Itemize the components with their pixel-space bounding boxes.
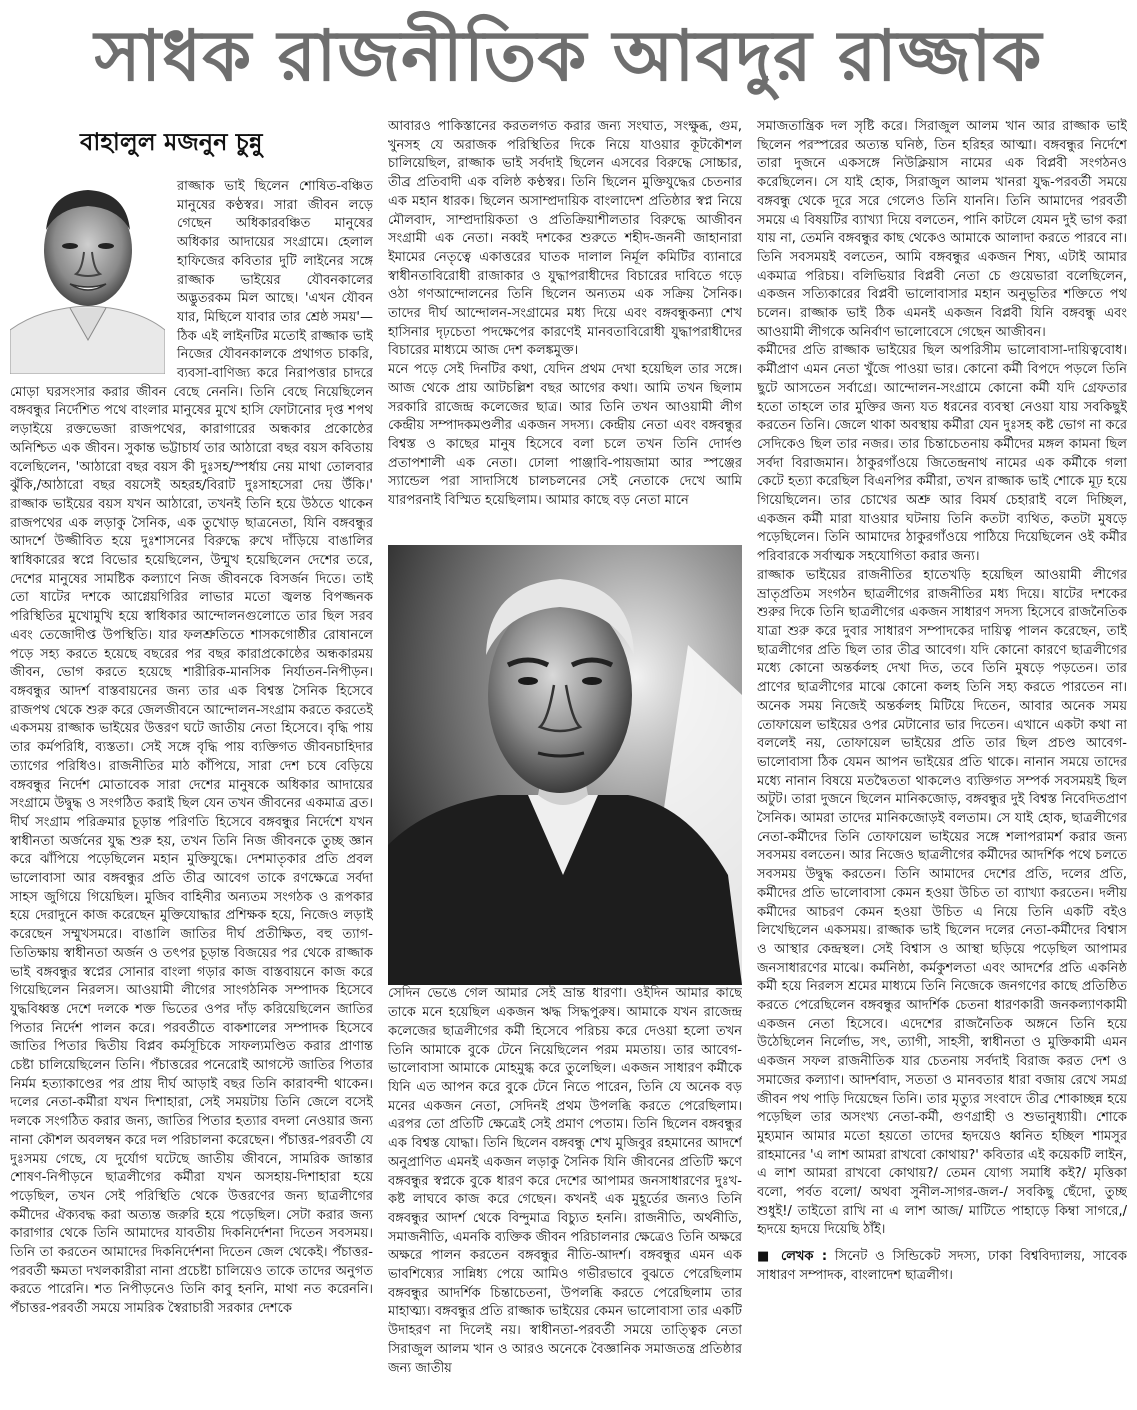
author-note-label: লেখক : — [780, 1249, 828, 1265]
subject-portrait-photo — [388, 545, 742, 985]
subject-portrait-image — [388, 545, 742, 985]
column-2-paragraph-1: আবারও পাকিস্তানের করতলগত করার জন্য সংঘাত, সংক্ষুব্ধ, গুম, খুনসহ যে অরাজক পরিস্থিতির দিকে নিয়ে যাওয়ার কূটকৌশল চালিয়েছিল, রাজ্জাক ভাই সর্বদাই ছিলেন এসবের বিরুদ্ধে সোচ্চার, তীব্র প্রতিবাদী এক বলিষ্ঠ কণ্ঠস্বর। তিনি ছিলেন মুক্তিযুদ্ধের চেতনার এক মহান ধারক। ছিলেন অসাম্প্রদায়িক বাংলাদেশ প্রতিষ্ঠার স্বপ্ন নিয়ে মৌলবাদ, সাম্প্রদায়িকতা ও প্রতিক্রিয়াশীলতার বিরুদ্ধে আজীবন সংগ্রামী এক নেতা। নব্বই দশকের শুরুতে শহীদ-জননী জাহানারা ইমামের নেতৃত্বে একাত্তরের ঘাতক দালাল নির্মূল কমিটির ব্যানারে স্বাধীনতাবিরোধী রাজাকার ও যুদ্ধাপরাধীদের বিচারের দাবিতে গড়ে ওঠা গণআন্দোলনের তিনি ছিলেন অন্যতম এক সক্রিয় সৈনিক। তাদের দীর্ঘ আন্দোলন-সংগ্রামের মধ্য দিয়ে এবং বঙ্গবন্ধুকন্যা শেখ হাসিনার দৃঢ়চেতা পদক্ষেপের কারণেই মানবতাবিরোধী যুদ্ধাপরাধীদের বিচারের মাধ্যমে আজ দেশ কলঙ্কমুক্ত। — [388, 119, 742, 359]
column-1-paragraph: রাজ্জাক ভাই ছিলেন শোষিত-বঞ্চিত মানুষের কণ্ঠস্বর। সারা জীবন লড়ে গেছেন অধিকারবঞ্চিত মানুষের অধিকার আদায়ের সংগ্রামে। হেলাল হাফিজের কবিতার দুটি লাইনের সঙ্গে রাজ্জাক ভাইয়ের যৌবনকালের অদ্ভুতরকম মিল আছে। 'এখন যৌবন যার, মিছিলে যাবার তার শ্রেষ্ঠ সময়'— ঠিক এই লাইনটির মতোই রাজ্জাক ভাই নিজের যৌবনকালকে প্রথাগত চাকরি, ব্যবসা-বাণিজ্য করে নিরাপত্তার চাদরে মোড়া ঘরসংসার করার জীবন বেছে নেননি। তিনি বেছে নিয়েছিলেন বঙ্গবন্ধুর নির্দেশিত পথে বাংলার মানুষের মুখে হাসি ফোটানোর দৃপ্ত শপথ লড়াইয়ে রক্তভেজা রাজপথের, কারাগারের অন্ধকার প্রকোষ্ঠের অনিশ্চিত এক জীবন। সুকান্ত ভট্টাচার্য তার আঠারো বছর বয়স কবিতায় বলেছিলেন, 'আঠারো বছর বয়স কী দুঃসহ/স্পর্ধায় নেয় মাথা তোলবার ঝুঁকি,/আঠারো বছর বয়সেই অহরহ/বিরাট দুঃসাহসেরা দেয় উঁকি।' রাজ্জাক ভাইয়ের বয়স যখন আঠারো, তখনই তিনি হয়ে উঠতে থাকেন রাজপথের এক লড়াকু সৈনিক, এক তুখোড় ছাত্রনেতা, যিনি বঙ্গবন্ধুর আদর্শে উজ্জীবিত হয়ে দুঃশাসনের বিরুদ্ধে রুখে দাঁড়িয়ে বাঙালির স্বাধিকারের স্বপ্নে বিভোর হয়েছিলেন, উন্মুখ হয়েছিলেন দেশের তরে, দেশের মানুষের সামষ্টিক কল্যাণে নিজ জীবনকে বিসর্জন দিতে। তাই তো ষাটের দশকে আগ্নেয়গিরির লাভার মতো জ্বলন্ত বিপজ্জনক পরিস্থিতির মুখোমুখি হয়ে স্বাধিকার আন্দোলনগুলোতে তার ছিল সরব এবং তেজোদীপ্ত উপস্থিতি। যার ফলশ্রুতিতে শাসকগোষ্ঠীর রোষানলে পড়ে সহ্য করতে হয়েছে বছরের পর বছর কারাপ্রকোষ্ঠের অন্ধকারময় জীবন, ভোগ করতে হয়েছে শারীরিক-মানসিক নির্যাতন-নিপীড়ন। বঙ্গবন্ধুর আদর্শ বাস্তবায়নের জন্য তার এক বিশ্বস্ত সৈনিক হিসেবে রাজপথ থেকে শুরু করে জেলজীবনে আন্দোলন-সংগ্রাম করতে করতেই একসময় রাজ্জাক ভাইয়ের উত্তরণ ঘটে জাতীয় নেতা হিসেবে। বৃদ্ধি পায় তার কর্মপরিধি, ব্যস্ততা। সেই সঙ্গে বৃদ্ধি পায় ব্যক্তিগত জীবনচাহিদার ত্যাগের পরিধিও। রাজনীতির মাঠ কাঁপিয়ে, সারা দেশ চষে বেড়িয়ে বঙ্গবন্ধুর নির্দেশ মোতাবেক সারা দেশের মানুষকে অধিকার আদায়ের সংগ্রামে উদ্বুদ্ধ ও সংগঠিত করাই ছিল যেন তখন জীবনের একমাত্র ব্রত। দীর্ঘ সংগ্রাম পরিক্রমার চূড়ান্ত পরিণতি হিসেবে বঙ্গবন্ধুর নির্দেশে যখন স্বাধীনতা অর্জনের যুদ্ধ শুরু হয়, তখন তিনি নিজ জীবনকে তুচ্ছ জ্ঞান করে ঝাঁপিয়ে পড়েছিলেন মহান মুক্তিযুদ্ধে। দেশমাতৃকার প্রতি প্রবল ভালোবাসা আর বঙ্গবন্ধুর প্রতি তীব্র আবেগ তাকে রণক্ষেত্রে সর্বদা সাহস জুগিয়ে গিয়েছিল। মুজিব বাহিনীর অন্যতম সংগঠক ও রূপকার হয়ে দেরাদুনে কাজ করেছেন মুক্তিযোদ্ধার প্রশিক্ষক হয়ে, নিজেও লড়াই করেছেন সম্মুখসমরে। বাঙালি জাতির দীর্ঘ প্রতীক্ষিত, বহু ত্যাগ-তিতিক্ষায় স্বাধীনতা অর্জন ও তৎপর চূড়ান্ত বিজয়ের পর থেকে রাজ্জাক ভাই বঙ্গবন্ধুর স্বপ্নের সোনার বাংলা গড়ার কাজ বাস্তবায়নে কাজ করে গিয়েছিলেন নিরলস। আওয়ামী লীগের সাংগঠনিক সম্পাদক হিসেবে যুদ্ধবিধ্বস্ত দেশে দলকে শক্ত ভিতের ওপর দাঁড় করিয়েছিলেন জাতির পিতার নির্দেশ পালন করে। পরবর্তীতে বাকশালের সম্পাদক হিসেবে জাতির পিতার দ্বিতীয় বিপ্লব কর্মসূচিকে সাফল্যমণ্ডিত করার প্রাণান্ত চেষ্টা চালিয়েছিলেন তিনি। পঁচাত্তরের পনেরোই আগস্টে জাতির পিতার নির্মম হত্যাকাণ্ডের পর প্রায় দীর্ঘ আড়াই বছর তিনি কারাবন্দী থাকেন। দলের নেতা-কর্মীরা যখন দিশাহারা, সেই সময়টায় তিনি জেলে বসেই দলকে সংগঠিত করার জন্য, জাতির পিতার হত্যার বদলা নেওয়ার জন্য নানা কৌশল অবলম্বন করে দল পরিচালনা করেছেন। পঁচাত্তর-পরবর্তী যে দুঃসময় গেছে, যে দুর্যোগ ঘটেছে জাতীয় জীবনে, সামরিক জান্তার শোষণ-নিপীড়নে ছাত্রলীগের কর্মীরা যখন অসহায়-দিশাহারা হয়ে পড়েছিল, তখন সেই পরিস্থিতি থেকে উত্তরণের জন্য ছাত্রলীগের কর্মীদের ঐক্যবদ্ধ করা অত্যন্ত জরুরি হয়ে পড়েছিল। সেটা করার জন্য কারাগার থেকে তিনি আমাদের যাবতীয় দিকনির্দেশনা দিতেন সবসময়। তিনি তা করতেন আমাদের দিকনির্দেশনা দিতেন জেল থেকেই। পঁচাত্তর-পরবর্তী ক্ষমতা দখলকারীরা নানা প্রচেষ্টা চালিয়েও তাকে তাদের অনুগত করতে পারেনি। শত নিপীড়নেও তিনি কাবু হননি, মাথা নত করেননি। পঁচাত্তর-পরবর্তী সময়ে সামরিক স্বৈরাচারী সরকার দেশকে — [10, 179, 373, 1317]
square-bullet-icon: ■ — [757, 1249, 781, 1265]
column-3-paragraph-3: রাজ্জাক ভাইয়ের রাজনীতির হাতেখড়ি হয়েছিল আওয়ামী লীগের ভ্রাতৃপ্রতিম সংগঠন ছাত্রলীগের রাজনীতির মধ্য দিয়ে। ষাটের দশকের শুরুর দিকে তিনি ছাত্রলীগের একজন সাধারণ সদস্য হিসেবে রাজনৈতিক যাত্রা শুরু করে দুবার সাধারণ সম্পাদকের দায়িত্ব পালন করেছেন, তাই ছাত্রলীগের প্রতি ছিল তার তীব্র আবেগ। যদি কোনো কারণে ছাত্রলীগের মধ্যে কোনো অন্তর্কলহ দেখা দিত, তবে তিনি মুষড়ে পড়তেন। তার প্রাণের ছাত্রলীগের মাঝে কোনো কলহ তিনি সহ্য করতে পারতেন না। অনেক সময় নিজেই অন্তর্কলহ মিটিয়ে দিতেন, আবার অনেক সময় তোফায়েল ভাইয়ের ওপর মেটানোর ভার দিতেন। এখানে একটা কথা না বললেই নয়, তোফায়েল ভাইয়ের প্রতি তার ছিল প্রচণ্ড আবেগ-ভালোবাসা ঠিক যেমন আপন ভাইয়ের প্রতি থাকে। নানান সময়ে তাদের মধ্যে নানান বিষয়ে মতদ্বৈততা থাকলেও ব্যক্তিগত সম্পর্ক সবসময়ই ছিল অটুট। তারা দুজনে ছিলেন মানিকজোড়, বঙ্গবন্ধুর দুই বিশ্বস্ত নিবেদিতপ্রাণ সৈনিক। আমরা তাদের মানিকজোড়ই বলতাম। সে যাই হোক, ছাত্রলীগের নেতা-কর্মীদের তিনি তোফায়েল ভাইয়ের সঙ্গে শলাপরামর্শ করার জন্য সবসময় বলতেন। আর নিজেও ছাত্রলীগের কর্মীদের আদর্শিক পথে চলতে সবসময় উদ্বুদ্ধ করতেন। তিনি আমাদের দেশের প্রতি, দলের প্রতি, কর্মীদের প্রতি ভালোবাসা কেমন হওয়া উচিত তা ব্যাখ্যা করতেন। দলীয় কর্মীদের আচরণ কেমন হওয়া উচিত এ নিয়ে তিনি একটি বইও লিখেছিলেন একসময়। রাজ্জাক ভাই ছিলেন দলের নেতা-কর্মীদের বিশ্বাস ও আস্থার কেন্দ্রস্থল। সেই বিশ্বাস ও আস্থা ছড়িয়ে পড়েছিল আপামর জনসাধারণের মাঝে। কর্মনিষ্ঠা, কর্মকুশলতা এবং আদর্শের প্রতি একনিষ্ঠ কর্মী হয়ে নিরলস শ্রমের মাধ্যমে তিনি নিজেকে জনগণের কাছে প্রতিষ্ঠিত করতে পেরেছিলেন বঙ্গবন্ধুর আদর্শিক চেতনা ধারণকারী জনকল্যাণকামী একজন নেতা হিসেবে। এদেশের রাজনৈতিক অঙ্গনে তিনি হয়ে উঠেছিলেন নির্লোভ, সৎ, ত্যাগী, সাহসী, স্বাধীনতা ও মুক্তিকামী এমন একজন সফল রাজনীতিক যার চেতনায় সর্বদাই বিরাজ করত দেশ ও সমাজের কল্যাণ। আদর্শবাদ, সততা ও মানবতার ধারা বজায় রেখে সমগ্র জীবন পথ পাড়ি দিয়েছেন তিনি। তার মৃত্যুর সংবাদে তীব্র শোকাচ্ছন্ন হয়ে পড়েছিল তার অসংখ্য নেতা-কর্মী, গুণগ্রাহী ও শুভানুধ্যায়ী। শোকে মুহ্যমান আমার মতো হয়তো তাদের হৃদয়েও ধ্বনিত হচ্ছিল শামসুর রাহমানের 'এ লাশ আমরা রাখবো কোথায়?' কবিতার এই কয়েকটি লাইন, এ লাশ আমরা রাখবো কোথায়?/ তেমন যোগ্য সমাধি কই?/ মৃত্তিকা বলো, পর্বত বলো/ অথবা সুনীল-সাগর-জল-/ সবকিছু ছেঁদো, তুচ্ছ শুধুই!/ তাইতো রাখি না এ লাশ আজ/ মাটিতে পাহাড়ে কিম্বা সাগরে,/ হৃদয়ে হৃদয়ে দিয়েছি ঠাঁই। — [757, 567, 1127, 1238]
author-note — [757, 1248, 1127, 1285]
column-3 — [757, 118, 1127, 1403]
column-3-paragraph-1: সমাজতান্ত্রিক দল সৃষ্টি করে। সিরাজুল আলম খান আর রাজ্জাক ভাই ছিলেন পরস্পরের অত্যন্ত ঘনিষ্ঠ, তিন হরিহর আত্মা। বঙ্গবন্ধুর নির্দেশে তারা দুজনে একসঙ্গে নিউক্লিয়াস নামের এক বিপ্লবী সংগঠনও করেছিলেন। সে যাই হোক, সিরাজুল আলম খানরা যুদ্ধ-পরবর্তী সময়ে বঙ্গবন্ধু থেকে দূরে সরে গেলেও তিনি যাননি। তিনি আমাদের পরবর্তী সময়ে এ বিষয়টির ব্যাখ্যা দিয়ে বলতেন, পানি কাটলে যেমন দুই ভাগ করা যায় না, তেমনি বঙ্গবন্ধুর কাছ থেকেও আমাকে আলাদা করতে পারবে না। তিনি সবসময়ই বলতেন, আমি বঙ্গবন্ধুর একজন শিষ্য, এটাই আমার একমাত্র পরিচয়। বলিভিয়ার বিপ্লবী নেতা চে গুয়েভারা বলেছিলেন, একজন সত্যিকারের বিপ্লবী ভালোবাসার মহান অনুভূতির শক্তিতে পথ চলেন। রাজ্জাক ভাই ঠিক এমনই একজন বিপ্লবী যিনি বঙ্গবন্ধু এবং আওয়ামী লীগকে অনির্বাণ ভালোবেসে গেছেন আজীবন। — [757, 119, 1127, 340]
column-2-paragraph-2: মনে পড়ে সেই দিনটির কথা, যেদিন প্রথম দেখা হয়েছিল তার সঙ্গে। আজ থেকে প্রায় আটচল্লিশ বছর আগের কথা। আমি তখন ছিলাম সরকারি রাজেন্দ্র কলেজের ছাত্র। আর তিনি তখন আওয়ামী লীগ কেন্দ্রীয় সম্পাদকমণ্ডলীর একজন সদস্য। কেন্দ্রীয় নেতা এবং বঙ্গবন্ধুর বিশ্বস্ত ও কাছের মানুষ হিসেবে বলা চলে তখন তিনি দোর্দণ্ড প্রতাপশালী এক নেতা। ঢোলা পাঞ্জাবি-পায়জামা আর স্পঞ্জের স্যান্ডেল পরা সাদাসিধে চালচলনের সেই নেতাকে দেখে আমি যারপরনাই বিস্মিত হয়েছিলাম। আমার কাছে বড় নেতা মানে — [388, 362, 742, 509]
author-portrait-image — [10, 180, 165, 374]
column-2-paragraph-3: সেদিন ভেঙে গেল আমার সেই ভ্রান্ত ধারণা। ওইদিন আমার কাছে তাকে মনে হয়েছিল একজন ঋদ্ধ সিদ্ধপুরুষ। আমাকে যখন রাজেন্দ্র কলেজের ছাত্রলীগের কর্মী হিসেবে পরিচয় করে দেওয়া হলো তখন তিনি আমাকে বুকে টেনে নিয়েছিলেন পরম মমতায়। তার আবেগ-ভালোবাসা আমাকে মোহমুগ্ধ করে তুলেছিল। একজন সাধারণ কর্মীকে যিনি এত আপন করে বুকে টেনে নিতে পারেন, তিনি যে অনেক বড় মনের একজন নেতা, সেদিনই প্রথম উপলব্ধি করতে পেরেছিলাম। এরপর তো প্রতিটি ক্ষেত্রেই সেই প্রমাণ পেতাম। তিনি ছিলেন বঙ্গবন্ধুর এক বিশ্বস্ত যোদ্ধা। তিনি ছিলেন বঙ্গবন্ধু শেখ মুজিবুর রহমানের আদর্শে অনুপ্রাণিত এমনই একজন লড়াকু সৈনিক যিনি জীবনের প্রতিটি ক্ষণে বঙ্গবন্ধুর স্বপ্নকে বুকে ধারণ করে দেশের আপামর জনসাধারণের দুঃখ-কষ্ট লাঘবে কাজ করে গেছেন। কখনই এক মুহূর্তের জন্যও তিনি বঙ্গবন্ধুর আদর্শ থেকে বিন্দুমাত্র বিচ্যুত হননি। রাজনীতি, অর্থনীতি, সমাজনীতি, এমনকি ব্যক্তিক জীবন পরিচালনার ক্ষেত্রেও তিনি অক্ষরে অক্ষরে পালন করতেন বঙ্গবন্ধুর নীতি-আদর্শ। বঙ্গবন্ধুর এমন এক ভাবশিষ্যের সান্নিধ্য পেয়ে আমিও গভীরভাবে বুঝতে পেরেছিলাম বঙ্গবন্ধুর আদর্শিক চিন্তাচেতনা, উপলব্ধি করতে পেরেছিলাম তার মাহাত্ম্য। বঙ্গবন্ধুর প্রতি রাজ্জাক ভাইয়ের কেমন ভালোবাসা তার একটি উদাহরণ না দিলেই নয়। স্বাধীনতা-পরবর্তী সময়ে তাত্ত্বিক নেতা সিরাজুল আলম খান ও আরও অনেকে বৈজ্ঞানিক সমাজতন্ত্র প্রতিষ্ঠার জন্য জাতীয় — [388, 986, 742, 1376]
column-1 — [10, 178, 373, 1403]
article-headline: সাধক রাজনীতিক আবদুর রাজ্জাক — [94, 15, 1043, 97]
author-note-text: সিনেট ও সিন্ডিকেট সদস্য, ঢাকা বিশ্ববিদ্যালয়, সাবেক সাধারণ সম্পাদক, বাংলাদেশ ছাত্রলীগ। — [757, 1249, 1127, 1283]
author-byline: বাহালুল মজনুন চুন্নু — [80, 127, 263, 156]
author-portrait-photo — [10, 180, 165, 374]
column-3-paragraph-2: কর্মীদের প্রতি রাজ্জাক ভাইয়ের ছিল অপরিসীম ভালোবাসা-দায়িত্ববোধ। কর্মীপ্রাণ এমন নেতা খুঁজে পাওয়া ভার। কোনো কর্মী বিপদে পড়লে তিনি ছুটে আসতেন সর্বাগ্রে। আন্দোলন-সংগ্রামে কোনো কর্মী যদি গ্রেফতার হতো তাহলে তার মুক্তির জন্য যত ধরনের ব্যবস্থা নেওয়া যায় সবকিছুই করতেন তিনি। জেলে থাকা অবস্থায় কর্মীরা যেন দুঃসহ কষ্ট ভোগ না করে সেদিকেও ছিল তার নজর। তার চিন্তাচেতনায় কর্মীদের মঙ্গল কামনা ছিল সর্বদা বিরাজমান। ঠাকুরগাঁওয়ে জিতেন্দ্রনাথ নামের এক কর্মীকে গলা কেটে হত্যা করেছিল বিএনপির কর্মীরা, তখন রাজ্জাক ভাই শোকে মূঢ় হয়ে গিয়েছিলেন। তার চোখের অশ্রু আর বিমর্ষ চেহারাই বলে দিচ্ছিল, একজন কর্মী মারা যাওয়ার ঘটনায় তিনি কতটা ব্যথিত, কতটা মুষড়ে পড়েছিলেন। তিনি আমাদের ঠাকুরগাঁওয়ে পাঠিয়ে দিয়েছিলেন ওই কর্মীর পরিবারকে সর্বাত্মক সহযোগিতা করার জন্য। — [757, 343, 1127, 565]
